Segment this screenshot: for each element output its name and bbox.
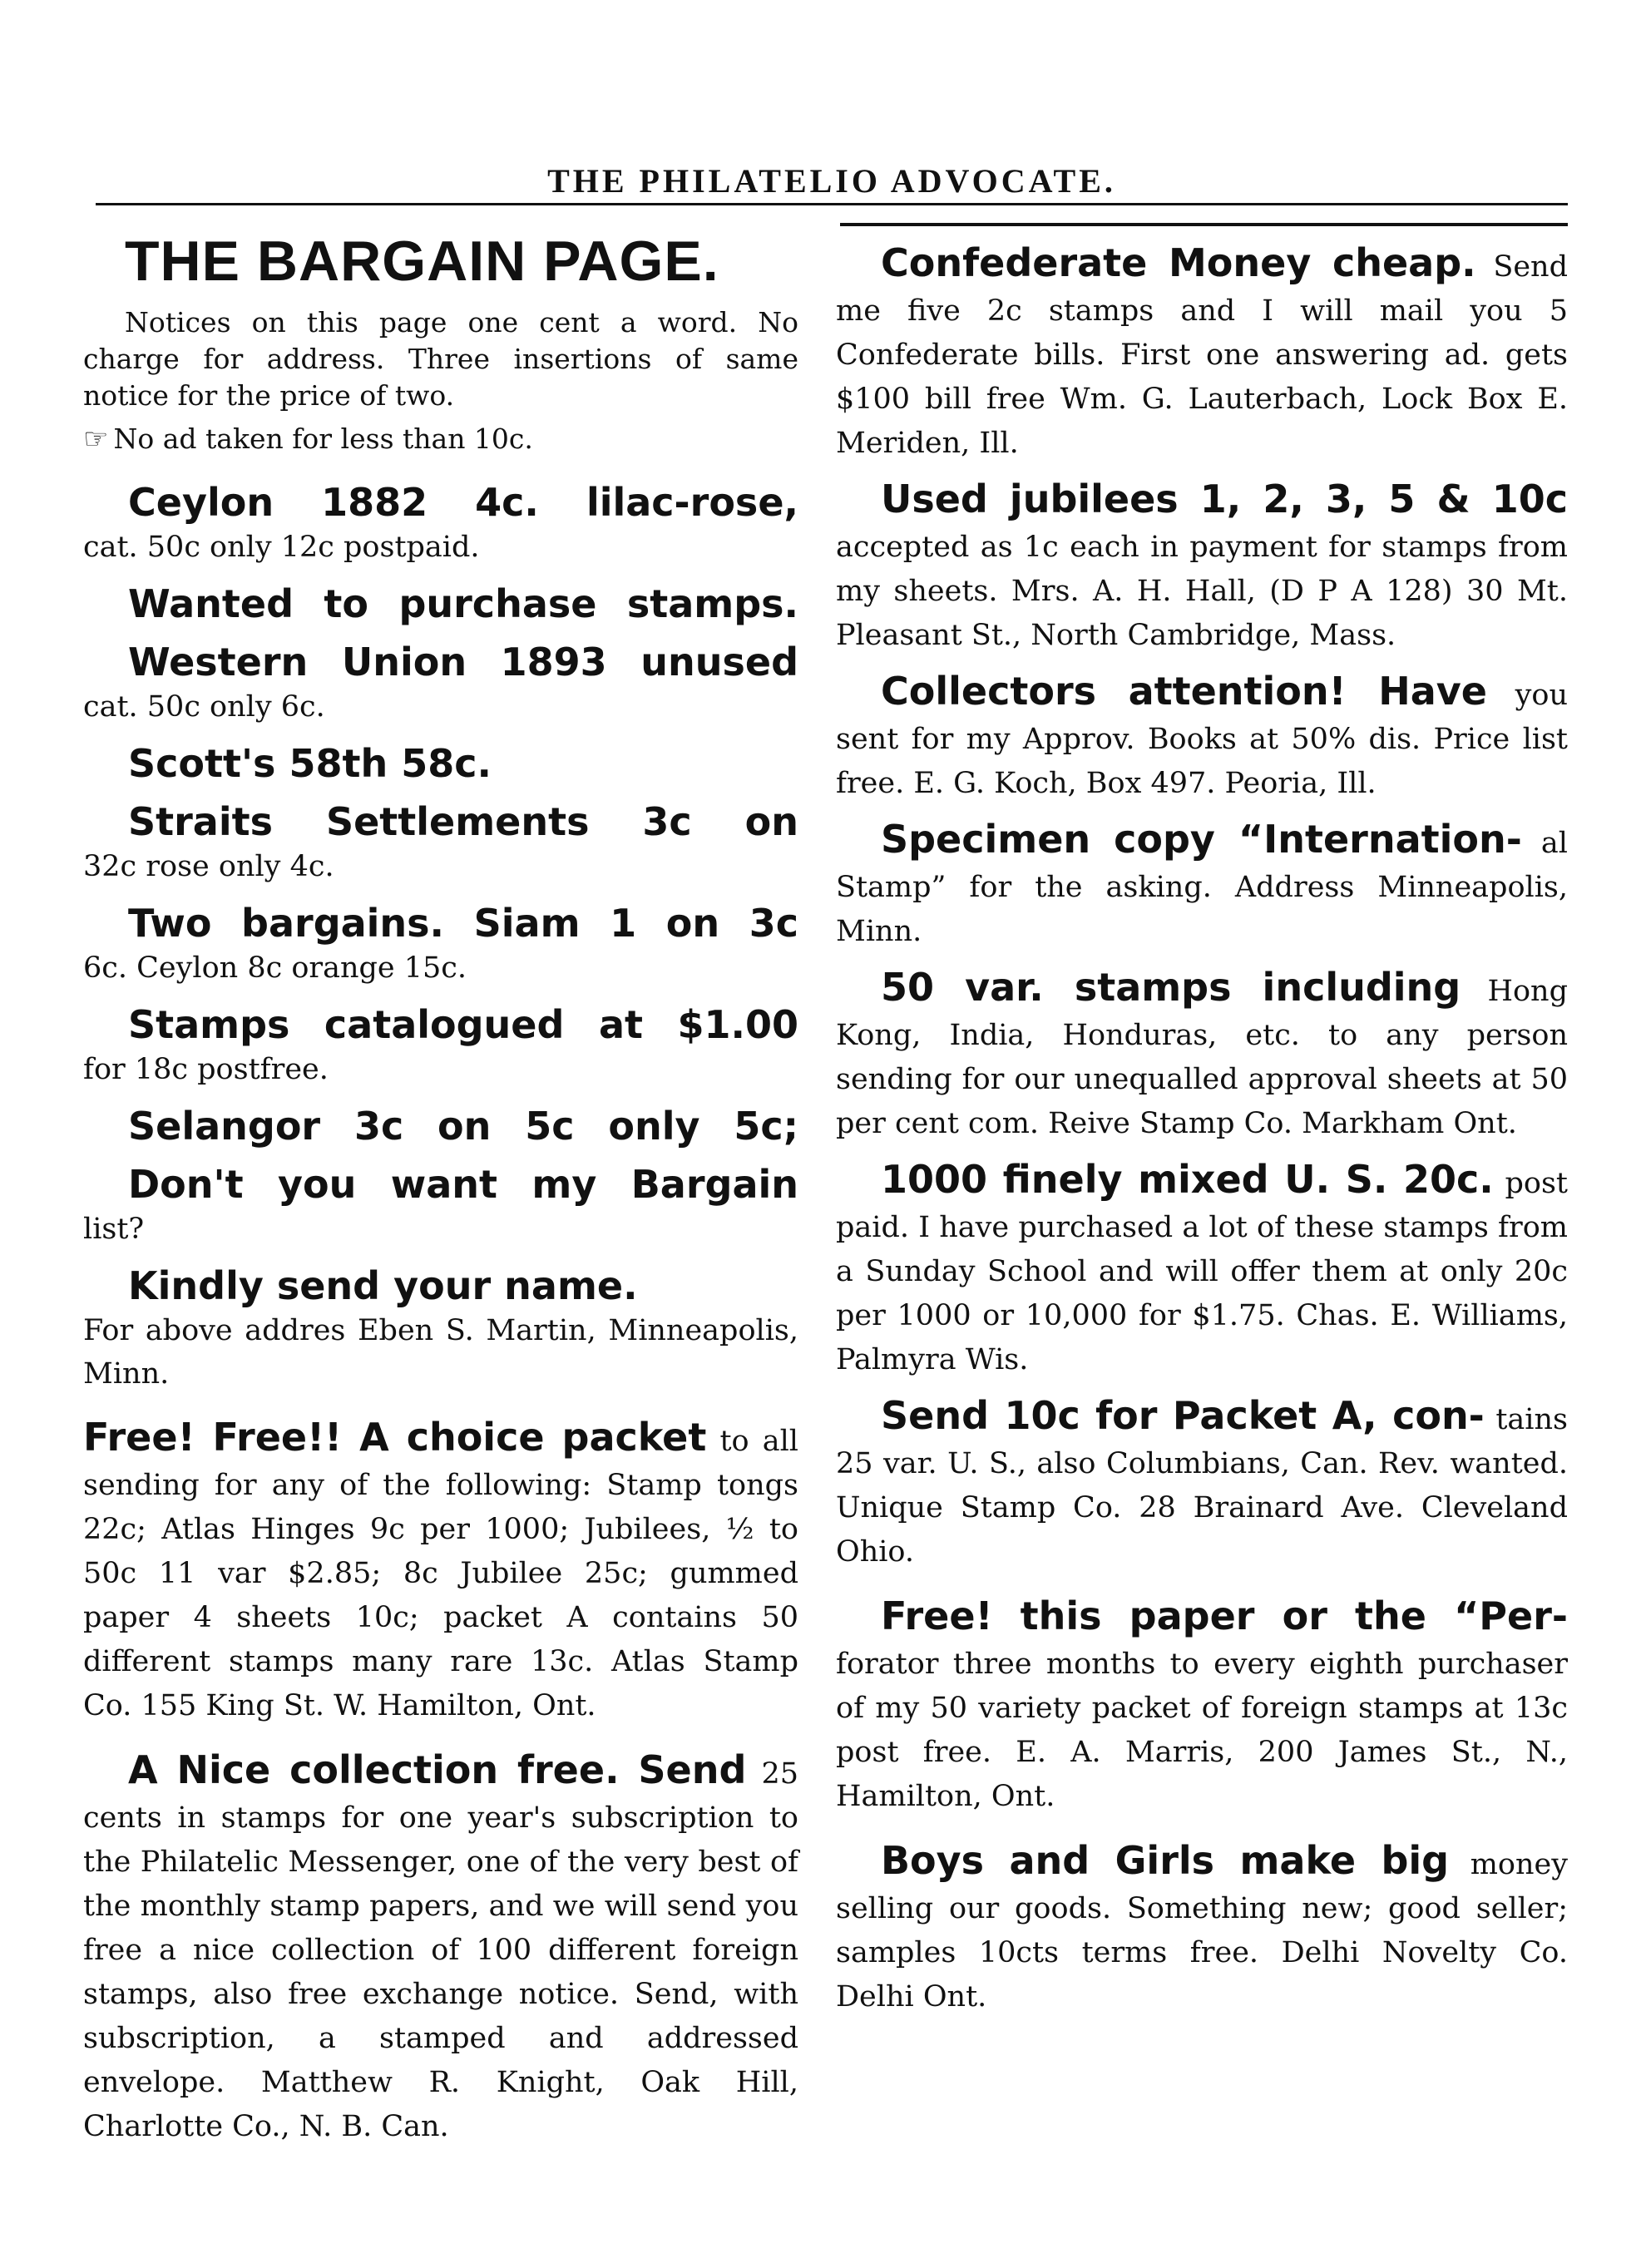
page-title: THE BARGAIN PAGE. — [125, 230, 719, 293]
ad-headline: Free! this paper or the “Per- — [881, 1594, 1568, 1638]
ad-body: al Stamp” for the asking. Address Minneapolis, Minn. — [836, 827, 1568, 948]
ad-headline: Boys and Girls make big — [881, 1838, 1450, 1883]
ad-thousand-mixed — [836, 1158, 1568, 1382]
ad-western-union — [83, 639, 798, 729]
ad-body: money selling our goods. Something new; good seller; samples 10cts terms free. Delhi Novelty Co. Delhi Ont. — [836, 1848, 1568, 2014]
ad-headline: Stamps catalogued at $1.00 — [128, 1002, 798, 1047]
ad-free-paper — [836, 1594, 1568, 1819]
ad-body: accepted as 1c each in payment for stamps from my sheets. Mrs. A. H. Hall, (D P A 128) 30 Mt. Pleasant St., North Cambridge, Mass. — [836, 531, 1568, 652]
ad-headline: Used jubilees 1, 2, 3, 5 & 10c — [881, 477, 1568, 521]
ad-body: list? — [83, 1213, 145, 1246]
ad-body: forator three months to every eighth purchaser of my 50 variety packet of foreign stamps at 13c post free. E. A. Marris, 200 James St., N., Hamilton, Ont. — [836, 1648, 1568, 1813]
minimum-notice — [83, 421, 798, 457]
ad-straits — [83, 798, 798, 888]
header-rule — [96, 203, 1568, 205]
ad-body: cat. 50c only 12c postpaid. — [83, 531, 480, 564]
ad-headline: Wanted to purchase stamps. — [128, 581, 798, 626]
ad-headline: Specimen copy “Internation- — [881, 817, 1522, 862]
ad-headline: Ceylon 1882 4c. lilac-rose, — [128, 480, 798, 525]
ad-headline: Free! Free!! A choice packet — [83, 1415, 707, 1460]
ad-headline: Collectors attention! Have — [881, 669, 1487, 714]
minimum-notice-text: No ad taken for less than 10c. — [113, 422, 533, 455]
running-head: THE PHILATELIO ADVOCATE. — [547, 162, 1116, 200]
ad-headline: Don't you want my Bargain — [128, 1162, 798, 1207]
ad-headline: Western Union 1893 unused — [128, 640, 798, 684]
ad-body: 32c rose only 4c. — [83, 850, 334, 883]
left-ads-list — [83, 479, 798, 1396]
ad-body: Hong Kong, India, Honduras, etc. to any person sending for our unequalled approval sheets at 50 per cent com. Reive Stamp Co. Markham Ont. — [836, 975, 1568, 1140]
column-top-rule — [840, 223, 1568, 226]
ad-body: 6c. Ceylon 8c orange 15c. — [83, 951, 467, 985]
ad-stamps-catalogued — [83, 1001, 798, 1091]
ad-fifty-var — [836, 966, 1568, 1146]
ad-two-bargains — [83, 900, 798, 990]
ad-headline: 1000 finely mixed U. S. 20c. — [881, 1157, 1494, 1202]
ad-nice-collection — [83, 1748, 798, 2149]
ad-boys-and-girls — [836, 1839, 1568, 2019]
ad-body: Send me five 2c stamps and I will mail you 5 Confederate bills. First one answering ad. gets $100 bill free Wm. G. Lauterbach, Lock Box E. Meriden, Ill. — [836, 250, 1568, 460]
ad-ceylon — [83, 479, 798, 569]
ad-body: tains 25 var. U. S., also Columbians, Can. Rev. wanted. Unique Stamp Co. 28 Brainard Ave. Cleveland Ohio. — [836, 1403, 1568, 1569]
ad-packet-a — [836, 1394, 1568, 1574]
ad-headline: Confederate Money cheap. — [881, 240, 1476, 285]
ad-headline: Send 10c for Packet A, con- — [881, 1393, 1485, 1438]
ad-headline: Two bargains. Siam 1 on 3c — [128, 901, 798, 946]
ad-body: For above addres Eben S. Martin, Minneapolis, Minn. — [83, 1314, 798, 1391]
ad-headline: Scott's 58th 58c. — [128, 741, 492, 786]
ad-body: cat. 50c only 6c. — [83, 690, 325, 724]
right-column — [836, 241, 1568, 2031]
rates-notice: Notices on this page one cent a word. No charge for address. Three insertions of same notice for the price of two. — [83, 306, 798, 412]
ad-body: to all sending for any of the following: Stamp tongs 22c; Atlas Hinges 9c per 1000; Jubilees, ½ to 50c 11 var $2.85; 8c Jubilee 25c; gummed paper 4 sheets 10c; packet A contains 50 different stamps many rare 13c. Atlas Stamp Co. 155 King St. W. Hamilton, Ont. — [83, 1425, 798, 1722]
left-column — [83, 223, 798, 2161]
ad-body: for 18c postfree. — [83, 1053, 329, 1086]
ad-wanted — [83, 581, 798, 627]
ad-send-name — [83, 1262, 798, 1396]
ad-scotts — [83, 740, 798, 787]
ad-used-jubilees — [836, 477, 1568, 658]
ad-headline: Selangor 3c on 5c only 5c; — [128, 1104, 798, 1149]
ad-specimen-copy — [836, 818, 1568, 954]
ad-headline: 50 var. stamps including — [881, 965, 1461, 1010]
pointing-hand-icon: ☞ — [83, 422, 109, 456]
ad-body: 25 cents in stamps for one year's subscription to the Philatelic Messenger, one of the very best of the monthly stamp papers, and we will send you free a nice collection of 100 different foreign stamps, also free exchange notice. Send, with subscription, a stamped and addressed envelope. Matthew R. Knight, Oak Hill, Charlotte Co., N. B. Can. — [83, 1757, 798, 2143]
ad-headline: Kindly send your name. — [128, 1263, 638, 1308]
ad-headline: A Nice collection free. Send — [128, 1747, 747, 1792]
ad-selangor — [83, 1103, 798, 1149]
ad-free-packet — [83, 1416, 798, 1728]
ad-body: you sent for my Approv. Books at 50% dis. Price list free. E. G. Koch, Box 497. Peoria, Ill. — [836, 679, 1568, 800]
ad-collectors-attention — [836, 670, 1568, 806]
ad-headline: Straits Settlements 3c on — [128, 799, 798, 844]
ad-body: post paid. I have purchased a lot of these stamps from a Sunday School and will offer them at only 20c per 1000 or 10,000 for $1.75. Chas. E. Williams, Palmyra Wis. — [836, 1167, 1568, 1376]
ad-confederate-money — [836, 241, 1568, 466]
ad-bargain-list — [83, 1161, 798, 1251]
